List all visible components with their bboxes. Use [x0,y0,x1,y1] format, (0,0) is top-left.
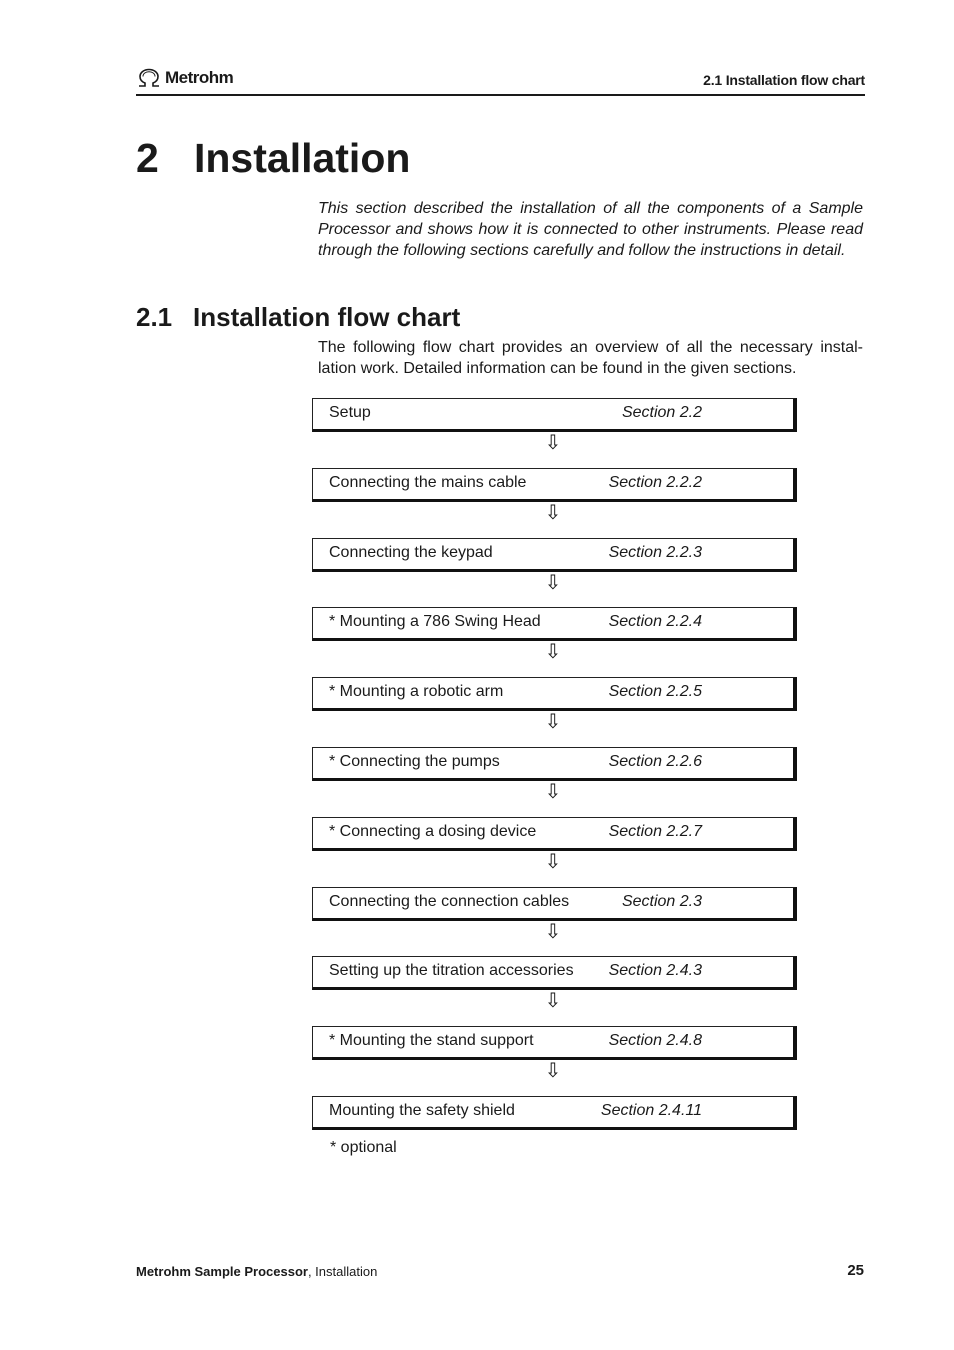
flow-step-section-ref: Section 2.2.4 [608,613,702,630]
flow-step-label: Setting up the titration accessories [329,962,574,979]
page-footer-title [136,1264,377,1279]
page-header [136,66,865,96]
flow-step-label: Connecting the mains cable [329,474,527,491]
footer-product: Metrohm Sample Processor [136,1264,308,1279]
flow-step-section-ref: Section 2.2.6 [608,753,702,770]
flow-step [312,956,797,990]
brand-logo [136,67,233,89]
flow-step-section-ref: Section 2.2 [621,404,702,421]
down-arrow-icon: ⇩ [544,572,562,594]
running-title: 2.1 Installation flow chart [703,72,865,88]
chapter-intro: This section described the installation of all the components of a Sample Processor and shows how it is connected to other instruments. Please read through the following sections carefully and follow the instructions in detail. [318,200,863,259]
flow-step-label: * Connecting a dosing device [329,823,537,840]
footer-chapter: , Installation [307,1264,378,1279]
optional-footnote: * optional [330,1139,397,1156]
down-arrow-icon: ⇩ [544,502,562,524]
omega-icon [136,68,162,88]
flow-step [312,398,797,432]
flow-step-section-ref: Section 2.4.11 [600,1102,702,1119]
down-arrow-icon: ⇩ [544,1060,562,1082]
flow-step [312,1096,797,1130]
flow-step [312,677,797,711]
section-lead: The following flow chart provides an overview of all the necessary instal-lation work. Detailed information can be found in the given sections. [318,339,863,377]
flow-step-section-ref: Section 2.3 [621,893,702,910]
flow-step-section-ref: Section 2.2.3 [608,544,702,561]
flow-step-label: Connecting the keypad [329,544,493,561]
flow-step [312,747,797,781]
down-arrow-icon: ⇩ [544,641,562,663]
down-arrow-icon: ⇩ [544,921,562,943]
flow-step [312,1026,797,1060]
down-arrow-icon: ⇩ [544,990,562,1012]
flow-step-label: * Connecting the pumps [329,753,500,770]
chapter-title: Installation [194,135,411,181]
section-number: 2.1 [136,302,173,332]
flow-step-section-ref: Section 2.2.7 [608,823,702,840]
flow-step [312,607,797,641]
flow-step-label: Mounting the safety shield [329,1102,515,1119]
section-heading [136,300,460,334]
flow-step [312,468,797,502]
down-arrow-icon: ⇩ [544,851,562,873]
flow-step [312,817,797,851]
flow-step-section-ref: Section 2.4.3 [608,962,702,979]
chapter-heading [136,132,410,184]
flow-step-section-ref: Section 2.2.5 [608,683,702,700]
flow-step [312,538,797,572]
flow-step-label: Setup [329,404,371,421]
chapter-number: 2 [136,135,159,181]
flow-step-label: Connecting the connection cables [329,893,570,910]
flow-step-label: * Mounting a robotic arm [329,683,504,700]
flow-step [312,887,797,921]
down-arrow-icon: ⇩ [544,781,562,803]
down-arrow-icon: ⇩ [544,432,562,454]
down-arrow-icon: ⇩ [544,711,562,733]
page-number: 25 [847,1262,864,1279]
brand-name: Metrohm [165,68,234,87]
section-title: Installation flow chart [193,302,461,332]
flow-step-label: * Mounting the stand support [329,1032,534,1049]
flow-step-section-ref: Section 2.2.2 [608,474,702,491]
flow-step-label: * Mounting a 786 Swing Head [329,613,541,630]
flow-step-section-ref: Section 2.4.8 [608,1032,702,1049]
